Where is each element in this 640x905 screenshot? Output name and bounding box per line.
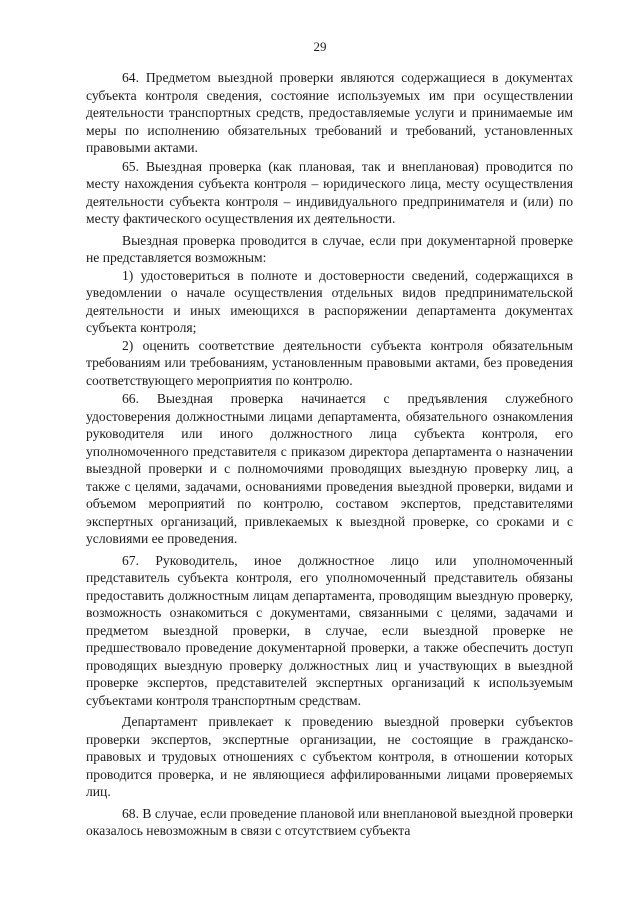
paragraph-65: 65. Выездная проверка (как плановая, так и внеплановая) проводится по месту нахождения субъекта контроля – юридического лица, месту осуществления деятельности субъекта контроля – индивидуального предпринимателя и (или) по месту фактического осуществления их деятельности. — [86, 158, 573, 226]
paragraph-64: 64. Предметом выездной проверки являются содержащиеся в документах субъекта контроля сведения, состояние используемых им при осуществлении деятельности транспортных средств, предоставляемые услуги и принимаемые им меры по исполнению обязательных требований и требований, установленных правовыми актами. — [86, 70, 573, 155]
paragraph-67: 67. Руководитель, иное должностное лицо или уполномоченный представитель субъекта контроля, его уполномоченный представитель обязаны предоставить должностным лицам департамента, проводящим выездную проверку, возможность ознакомиться с документами, связанными с целями, задачами и предметом выездной проверки, в случае, если выездной проверке не предшествовало проведение документарной проверки, а также обеспечить доступ проводящих выездную проверку должностных лиц и участвующих в выездной проверке экспертов, представителей экспертных организаций к используемым субъектами контроля транспортным средствам. — [86, 552, 573, 708]
paragraph-66: 66. Выездная проверка начинается с предъявления служебного удостоверения должностными лицами департамента, обязательного ознакомления руководителя или иного должностного лица субъекта контроля, его уполномоченного представителя с приказом директора департамента о назначении выездной проверки и с полномочиями проводящих выездную проверку лиц, а также с целями, задачами, основаниями проведения выездной проверки, видами и объемом мероприятий по контролю, составом экспертов, представителями экспертных организаций, привлекаемых к выездной проверке, со сроками и с условиями ее проведения. — [86, 391, 573, 546]
paragraph-65-continuation: Выездная проверка проводится в случае, если при документарной проверке не представляется возможным: — [86, 232, 573, 265]
list-item-1: 1) удостовериться в полноте и достоверности сведений, содержащихся в уведомлении о начале осуществления отдельных видов предпринимательской деятельности и иных имеющихся в распоряжении департамента документах субъекта контроля; — [86, 267, 573, 335]
list-item-2: 2) оценить соответствие деятельности субъекта контроля обязательным требованиям или требованиям, установленным правовыми актами, без проведения соответствующего мероприятия по контролю. — [86, 337, 573, 388]
paragraph-68: 68. В случае, если проведение плановой или внеплановой выездной проверки оказалось невозможным в связи с отсутствием субъекта — [86, 805, 573, 838]
document-body — [86, 69, 573, 840]
paragraph-67-experts: Департамент привлекает к проведению выездной проверки субъектов проверки экспертов, экспертные организации, не состоящие в гражданско-правовых и трудовых отношениях с субъектом контроля, в отношении которых проводится проверка, и не являющиеся аффилированными лицами проверяемых лиц. — [86, 714, 573, 799]
page-number: 29 — [313, 39, 327, 54]
